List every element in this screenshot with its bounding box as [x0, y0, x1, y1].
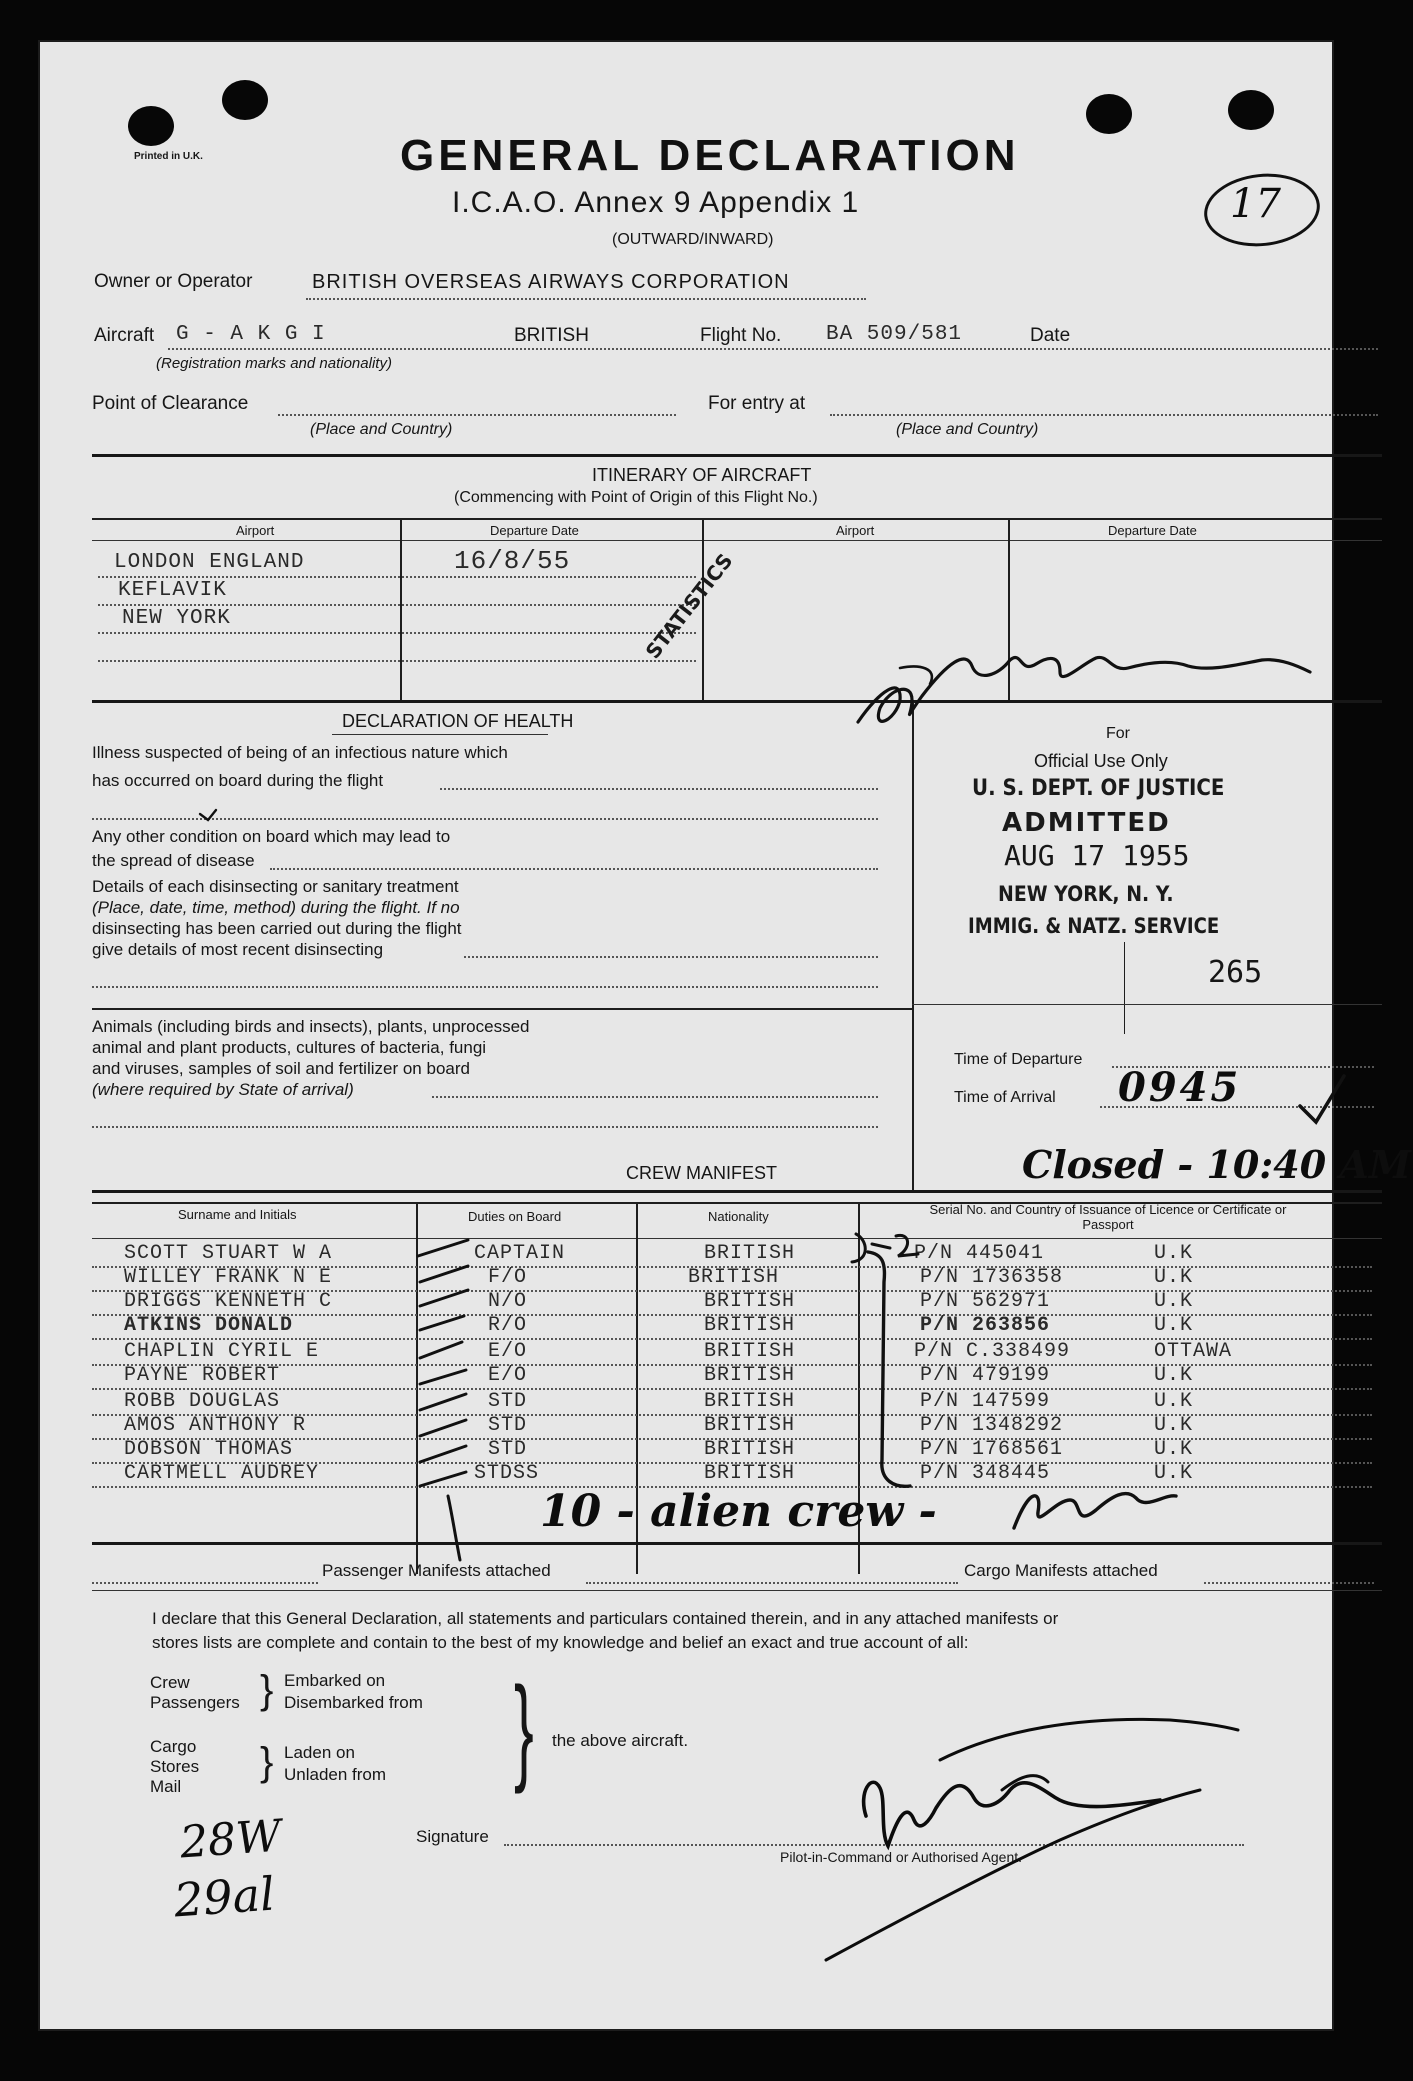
health-q2-line1: Any other condition on board which may lead to	[92, 827, 451, 846]
crew-nationality: BRITISH	[704, 1314, 796, 1337]
time-arrival-label: Time of Arrival	[954, 1089, 1056, 1106]
form-title: GENERAL DECLARATION	[400, 131, 1020, 180]
crew-serial: P/N 1348292	[920, 1414, 1064, 1437]
official-for-label: For	[1106, 725, 1130, 742]
crew-nationality: BRITISH	[704, 1438, 796, 1461]
statistics-stamp: STATISTICS	[640, 548, 738, 664]
col-departure-1: Departure Date	[490, 523, 579, 538]
health-q3-line2: (Place, date, time, method) during the flight. If no	[92, 898, 460, 917]
clearance-place-note: (Place and Country)	[310, 421, 453, 438]
decl-mail: Mail	[150, 1777, 182, 1796]
crew-name: WILLEY FRANK N E	[124, 1266, 333, 1289]
crew-country: U.K	[1154, 1438, 1194, 1461]
crew-serial: P/N 1736358	[920, 1266, 1064, 1289]
crew-serial: P/N 562971	[920, 1290, 1051, 1313]
itinerary-airport-1: LONDON ENGLAND	[114, 551, 305, 574]
crew-serial: P/N 479199	[920, 1364, 1051, 1387]
punch-hole	[1228, 90, 1274, 130]
crew-country: U.K	[1154, 1414, 1194, 1437]
crew-nationality: BRITISH	[704, 1242, 796, 1265]
itinerary-airport-3: NEW YORK	[122, 607, 231, 630]
cargo-manifests-label: Cargo Manifests attached	[964, 1561, 1158, 1580]
crew-duty: STD	[488, 1390, 528, 1413]
flight-no-label: Flight No.	[700, 325, 782, 346]
health-q4-line1: Animals (including birds and insects), plants, unprocessed	[92, 1017, 530, 1036]
flight-no-value: BA 509/581	[826, 323, 963, 346]
decl-above-aircraft: the above aircraft.	[552, 1731, 689, 1750]
crew-country: OTTAWA	[1154, 1340, 1233, 1363]
decl-unladen: Unladen from	[284, 1765, 387, 1784]
punch-hole	[128, 106, 174, 146]
crew-name: DOBSON THOMAS	[124, 1438, 294, 1461]
crew-name: AMOS ANTHONY R	[124, 1414, 307, 1437]
col-airport-2: Airport	[836, 523, 875, 538]
health-q3-line4: give details of most recent disinsecting	[92, 940, 384, 959]
decl-embarked: Embarked on	[284, 1671, 386, 1690]
punch-hole	[1086, 94, 1132, 134]
crew-serial: P/N 263856	[920, 1314, 1051, 1337]
crew-serial: P/N 147599	[920, 1390, 1051, 1413]
crew-country: U.K	[1154, 1314, 1194, 1337]
punch-hole	[222, 80, 268, 120]
crew-nationality: BRITISH	[704, 1390, 796, 1413]
direction-note: (OUTWARD/INWARD)	[612, 231, 774, 248]
form-subtitle: I.C.A.O. Annex 9 Appendix 1	[452, 186, 860, 219]
health-q3-line1: Details of each disinsecting or sanitary treatment	[92, 877, 459, 896]
crew-country: U.K	[1154, 1462, 1194, 1485]
health-heading: DECLARATION OF HEALTH	[342, 711, 574, 731]
stamp-date: AUG 17 1955	[1004, 839, 1190, 872]
crew-name: SCOTT STUART W A	[124, 1242, 333, 1265]
official-use-label: Official Use Only	[1034, 751, 1168, 771]
itinerary-heading: ITINERARY OF AIRCRAFT	[592, 465, 812, 485]
margin-note-2: 29al	[172, 1866, 277, 1928]
passenger-manifests-label: Passenger Manifests attached	[322, 1561, 551, 1580]
itinerary-airport-2: KEFLAVIK	[118, 579, 227, 602]
crew-country: U.K	[1154, 1290, 1194, 1313]
col-departure-2: Departure Date	[1108, 523, 1197, 538]
page-number: 17	[1230, 181, 1281, 227]
health-q2-line2: the spread of disease	[92, 851, 255, 870]
crew-handwritten-total: 10 - alien crew -	[540, 1486, 937, 1537]
crew-nationality: BRITISH	[704, 1462, 796, 1485]
printed-in-note: Printed in U.K.	[134, 151, 203, 162]
decl-crew: Crew	[150, 1673, 190, 1692]
decl-brace-2: }	[260, 1740, 274, 1784]
crew-duty: CAPTAIN	[474, 1242, 566, 1265]
col-airport-1: Airport	[236, 523, 275, 538]
crew-nationality: BRITISH	[704, 1414, 796, 1437]
time-departure-label: Time of Departure	[954, 1051, 1083, 1068]
crew-name: DRIGGS KENNETH C	[124, 1290, 333, 1313]
col-nationality: Nationality	[708, 1209, 769, 1224]
crew-duty: F/O	[488, 1266, 528, 1289]
crew-closed-note: Closed - 10:40 AM	[1022, 1142, 1411, 1187]
stamp-place: NEW YORK, N. Y.	[998, 882, 1174, 906]
crew-serial: P/N C.338499	[914, 1340, 1071, 1363]
stamp-service: IMMIG. & NATZ. SERVICE	[968, 914, 1220, 938]
stamp-admitted: ADMITTED	[1002, 808, 1171, 838]
health-q4-line2: animal and plant products, cultures of bacteria, fungi	[92, 1038, 487, 1057]
crew-duty: E/O	[488, 1364, 528, 1387]
crew-country: U.K	[1154, 1242, 1194, 1265]
itinerary-subheading: (Commencing with Point of Origin of this Flight No.)	[454, 489, 818, 506]
crew-duty: N/O	[488, 1290, 528, 1313]
pilot-label: Pilot-in-Command or Authorised Agent.	[780, 1849, 1023, 1865]
crew-duty: STD	[488, 1438, 528, 1461]
decl-cargo: Cargo	[150, 1737, 197, 1756]
crew-country: U.K	[1154, 1364, 1194, 1387]
health-q4-line3: and viruses, samples of soil and fertilizer on board	[92, 1059, 470, 1078]
declaration-line1: I declare that this General Declaration, all statements and particulars contained therein, and in any attached manifests or	[152, 1609, 1059, 1628]
crew-name: PAYNE ROBERT	[124, 1364, 281, 1387]
aircraft-registration: G - A K G I	[176, 323, 326, 346]
crew-name: CHAPLIN CYRIL E	[124, 1340, 320, 1363]
crew-serial: P/N 348445	[920, 1462, 1051, 1485]
crew-nationality: BRITISH	[688, 1266, 780, 1289]
signature-label: Signature	[416, 1827, 489, 1846]
col-serial: Serial No. and Country of Issuance of Licence or Certificate or Passport	[929, 1202, 1287, 1232]
crew-nationality: BRITISH	[704, 1290, 796, 1313]
crew-serial: P/N 1768561	[920, 1438, 1064, 1461]
decl-stores: Stores	[150, 1757, 200, 1776]
crew-country: U.K	[1154, 1390, 1194, 1413]
crew-duty: R/O	[488, 1314, 528, 1337]
health-q1-line1: Illness suspected of being of an infectious nature which	[92, 743, 508, 762]
crew-name: ATKINS DONALD	[124, 1314, 294, 1337]
entry-at-label: For entry at	[708, 393, 806, 414]
health-q1-line2: has occurred on board during the flight	[92, 771, 384, 790]
decl-disembarked: Disembarked from	[284, 1693, 423, 1712]
health-q4-line4: (where required by State of arrival)	[92, 1080, 354, 1099]
itinerary-departure-date: 16/8/55	[454, 546, 571, 576]
aircraft-nationality: BRITISH	[514, 325, 589, 346]
aircraft-label: Aircraft	[94, 325, 155, 346]
entry-place-note: (Place and Country)	[896, 421, 1039, 438]
crew-heading: CREW MANIFEST	[626, 1163, 777, 1183]
crew-nationality: BRITISH	[704, 1340, 796, 1363]
col-duties: Duties on Board	[468, 1209, 562, 1224]
crew-duty: E/O	[488, 1340, 528, 1363]
crew-duty: STDSS	[474, 1462, 540, 1485]
decl-brace-1: }	[260, 1668, 274, 1712]
declaration-line2: stores lists are complete and contain to the best of my knowledge and belief an exact and true account of all:	[152, 1633, 969, 1652]
registration-note: (Registration marks and nationality)	[156, 355, 392, 372]
stamp-dept-justice: U. S. DEPT. OF JUSTICE	[972, 776, 1225, 801]
time-arrival-value: 0945	[1118, 1064, 1242, 1111]
stamp-number: 265	[1208, 955, 1263, 990]
margin-note-1: 28W	[178, 1810, 283, 1869]
crew-name: CARTMELL AUDREY	[124, 1462, 320, 1485]
crew-duty: STD	[488, 1414, 528, 1437]
date-label: Date	[1030, 325, 1071, 346]
col-surname: Surname and Initials	[178, 1207, 297, 1222]
declaration-form	[40, 42, 1411, 2029]
owner-label: Owner or Operator	[94, 271, 253, 292]
crew-country: U.K	[1154, 1266, 1194, 1289]
decl-laden: Laden on	[284, 1743, 355, 1762]
point-of-clearance-label: Point of Clearance	[92, 393, 249, 414]
health-q3-line3: disinsecting has been carried out during the flight	[92, 919, 462, 938]
crew-nationality: BRITISH	[704, 1364, 796, 1387]
decl-passengers: Passengers	[150, 1693, 240, 1712]
crew-serial: P/N 445041	[914, 1242, 1045, 1265]
crew-name: ROBB DOUGLAS	[124, 1390, 281, 1413]
decl-brace-3: }	[514, 1663, 534, 1795]
owner-value: BRITISH OVERSEAS AIRWAYS CORPORATION	[312, 271, 790, 293]
